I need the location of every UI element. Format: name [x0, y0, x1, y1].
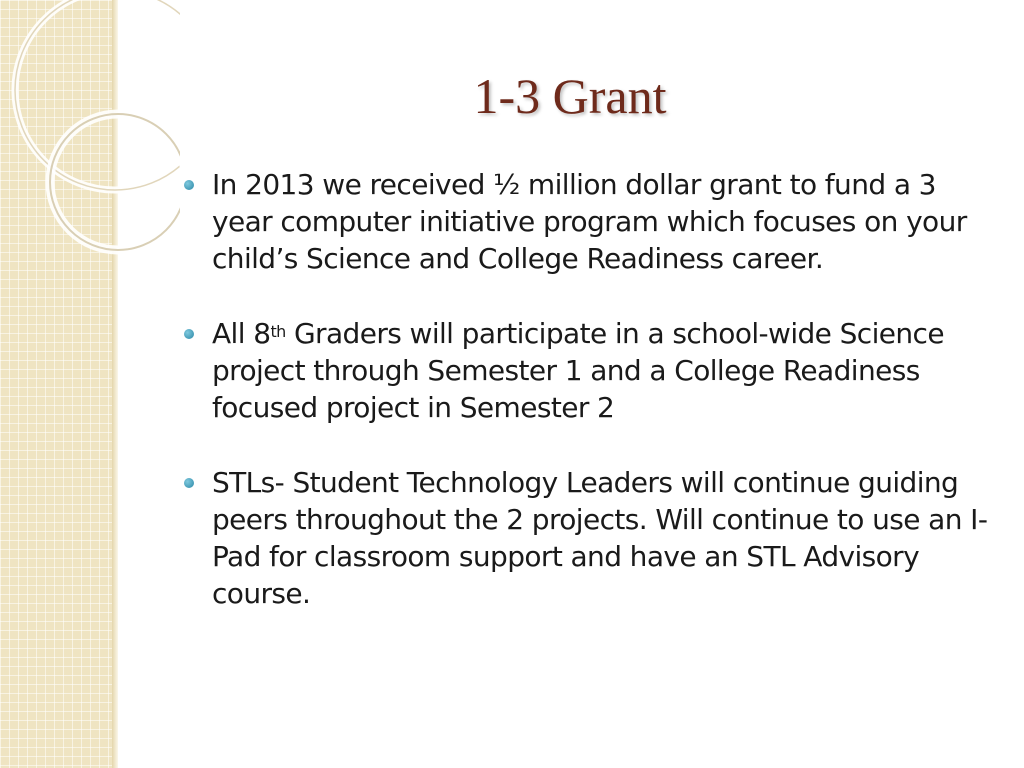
concentric-circles-decoration — [0, 0, 180, 260]
bullet-text-graders-start: All 8 — [212, 317, 271, 350]
bullet-item-stls — [178, 464, 993, 612]
bullet-item-graders — [178, 315, 993, 426]
ordinal-superscript: th — [270, 322, 286, 341]
round-bullet-icon — [184, 329, 194, 339]
bullet-item-grant — [178, 166, 993, 277]
slide-title: 1-3 Grant — [473, 68, 667, 124]
bullet-text-graders-end: Graders will participate in a school-wide Science project through Semester 1 and a College Readiness focused project in Semester 2 — [212, 317, 944, 424]
bullet-text-grant: In 2013 we received ½ million dollar grant to fund a 3 year computer initiative program which focuses on your child’s Science and College Readiness career. — [212, 168, 967, 275]
round-bullet-icon — [184, 478, 194, 488]
round-bullet-icon — [184, 180, 194, 190]
bullet-text-stls: STLs- Student Technology Leaders will continue guiding peers throughout the 2 projects. Will continue to use an I-Pad for classroom support and have an STL Advisory course. — [212, 466, 988, 610]
bullet-list — [178, 166, 993, 650]
